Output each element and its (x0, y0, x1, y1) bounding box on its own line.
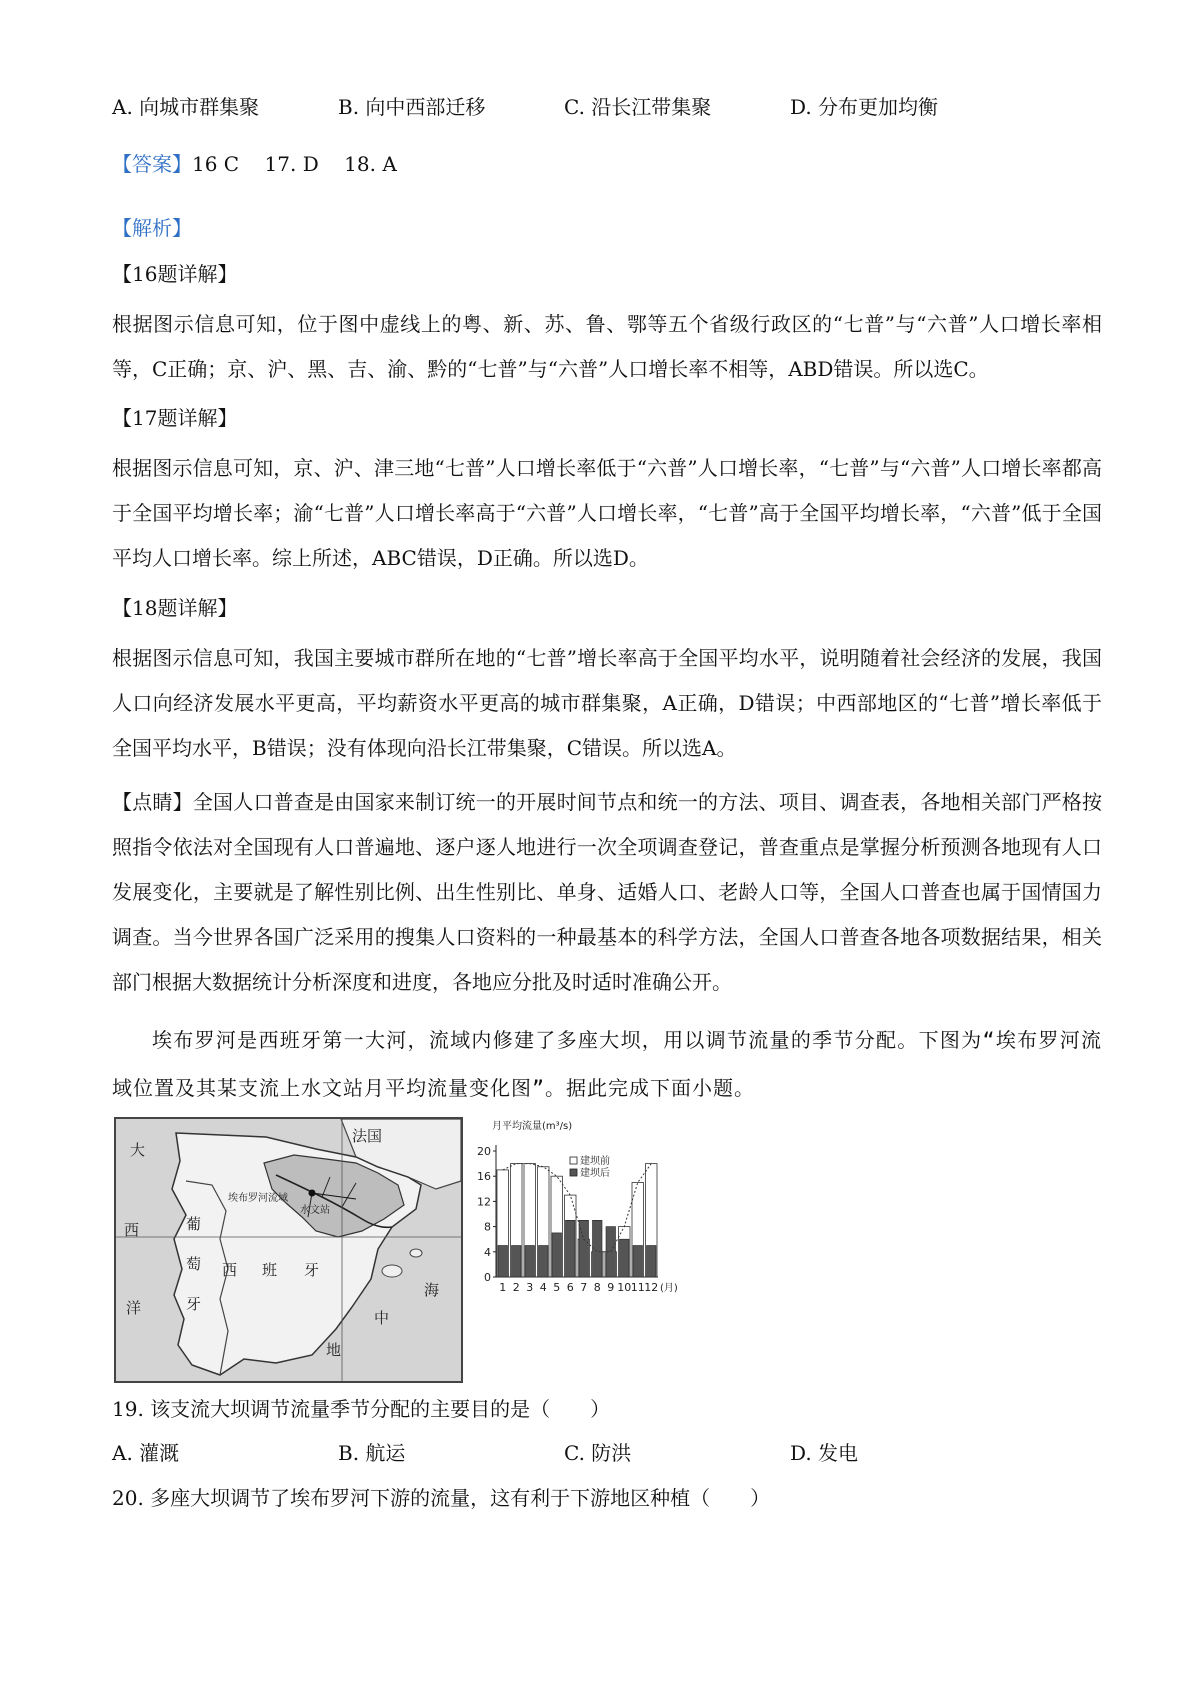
q18-option-d: D. 分布更加均衡 (790, 95, 939, 119)
y-tick-label: 16 (477, 1170, 491, 1184)
station-label: 水文站 (300, 1205, 330, 1216)
x-tick-label: 10 (617, 1281, 632, 1294)
spain-label-2: 班 (262, 1261, 278, 1279)
q19-option-a: A. 灌溉 (112, 1441, 180, 1465)
x-tick-label: 7 (580, 1281, 588, 1294)
x-tick-label: 4 (539, 1281, 547, 1294)
bar-after (525, 1246, 535, 1278)
flow-chart (462, 1117, 678, 1382)
q18-options (112, 92, 1102, 122)
bar-after (620, 1239, 630, 1277)
x-tick-label: 5 (553, 1281, 561, 1294)
ocean-label-2: 西 (124, 1221, 140, 1239)
x-tick-label: 2 (512, 1281, 520, 1294)
spain-label-3: 牙 (304, 1261, 320, 1279)
bar-after (633, 1246, 643, 1278)
material-text: 埃布罗河是西班牙第一大河，流域内修建了多座大坝，用以调节流量的季节分配。下图为“埃布罗河流域位置及其某支流上水文站月平均流量变化图”。据此完成下面小题。 (112, 1028, 1102, 1100)
map-graphic (116, 1119, 461, 1381)
analysis-tag: 【解析】 (112, 216, 192, 240)
q19-options (112, 1438, 1102, 1468)
y-tick-label: 4 (484, 1245, 491, 1259)
q19-stem: 19. 该支流大坝调节流量季节分配的主要目的是（ ） (112, 1397, 611, 1421)
x-tick-label: 12 (644, 1281, 659, 1294)
portugal-label-2: 萄 (186, 1255, 202, 1273)
q18-option-b: B. 向中西部迁移 (338, 95, 486, 119)
sea-label-3: 地 (326, 1341, 342, 1359)
q16-text: 根据图示信息可知，位于图中虚线上的粤、新、苏、鲁、鄂等五个省级行政区的“七普”与“六普”人口增长率相等，C正确；京、沪、黑、吉、渝、黔的“七普”与“六普”人口增长率不相等，ABD错误。所以选C。 (112, 312, 1102, 381)
q18-option-c: C. 沿长江带集聚 (564, 95, 712, 119)
q20-stem: 20. 多座大坝调节了埃布罗河下游的流量，这有利于下游地区种植（ ） (112, 1486, 771, 1510)
flow-chart-svg (462, 1117, 678, 1382)
q19-option-c: C. 防洪 (564, 1441, 632, 1465)
y-tick-label: 8 (484, 1220, 491, 1234)
spain-label-1: 西 (222, 1261, 238, 1279)
y-tick-label: 0 (484, 1271, 491, 1284)
figure (114, 1117, 678, 1382)
q16-title: 【16题详解】 (112, 262, 238, 286)
point-text: 全国人口普查是由国家来制订统一的开展时间节点和统一的方法、项目、调查表，各地相关部门严格按照指令依法对全国现有人口普遍地、逐户逐人地进行一次全项调查登记，普查重点是掌握分析预测各地现有人口发展变化，主要就是了解性别比例、出生性别比、单身、适婚人口、老龄人口等，全国人口普查也属于国情国力调查。当今世界各国广泛采用的搜集人口资料的一种最基本的科学方法，全国人口普查各地各项数据结果，相关部门根据大数据统计分析深度和进度，各地应分批及时适时准确公开。 (112, 790, 1103, 994)
legend-swatch-before (570, 1157, 577, 1164)
answer-line (112, 150, 1102, 178)
basin-label: 埃布罗河流域 (228, 1193, 288, 1204)
legend-swatch-after (570, 1169, 577, 1176)
x-tick-label: 6 (566, 1281, 574, 1294)
ocean-label-3: 洋 (126, 1299, 142, 1317)
point-tag: 【点睛】 (112, 790, 193, 814)
q18-option-a: A. 向城市群集聚 (112, 95, 260, 119)
x-tick-label: 8 (593, 1281, 601, 1294)
portugal-label-3: 牙 (186, 1295, 202, 1313)
answer-tag: 【答案】 (112, 152, 192, 176)
answer-text: 16 C 17. D 18. A (192, 152, 397, 176)
bar-after (552, 1233, 562, 1277)
q18-text: 根据图示信息可知，我国主要城市群所在地的“七普”增长率高于全国平均水平，说明随着社会经济的发展，我国人口向经济发展水平更高，平均薪资水平更高的城市群集聚，A正确，D错误；中西部地区的“七普”增长率低于全国平均水平，B错误；没有体现向沿长江带集聚，C错误。所以选A。 (112, 646, 1102, 760)
x-tick-label: 9 (607, 1281, 615, 1294)
q19-option-d: D. 发电 (790, 1441, 859, 1465)
chart-title: 月平均流量(m³/s) (492, 1121, 573, 1132)
ocean-label-1: 大 (130, 1141, 146, 1159)
q17-title: 【17题详解】 (112, 406, 238, 430)
france-label: 法国 (352, 1127, 383, 1145)
x-unit-label: (月) (660, 1283, 678, 1294)
x-tick-label: 1 (499, 1281, 507, 1294)
bar-after (647, 1246, 657, 1278)
point-paragraph (112, 780, 1102, 1005)
x-tick-label: 11 (630, 1281, 645, 1294)
portugal-label-1: 葡 (186, 1215, 202, 1233)
sea-label-1: 海 (424, 1281, 440, 1299)
q19-option-b: B. 航运 (338, 1441, 406, 1465)
sea-label-2: 中 (374, 1309, 390, 1327)
bar-after (498, 1246, 508, 1278)
x-tick-label: 3 (526, 1281, 534, 1294)
bar-after (539, 1246, 549, 1278)
bar-after (566, 1220, 576, 1277)
y-tick-label: 12 (477, 1195, 491, 1209)
q17-text: 根据图示信息可知，京、沪、津三地“七普”人口增长率低于“六普”人口增长率，“七普”与“六普”人口增长率都高于全国平均增长率；渝“七普”人口增长率高于“六普”人口增长率，“七普”高于全国平均增长率，“六普”低于全国平均人口增长率。综上所述，ABC错误，D正确。所以选D。 (112, 456, 1102, 570)
legend-label-after: 建坝后 (580, 1168, 610, 1179)
y-tick-label: 20 (477, 1145, 491, 1158)
bar-after (512, 1246, 522, 1278)
legend-label-before: 建坝前 (580, 1156, 610, 1167)
q18-title: 【18题详解】 (112, 596, 238, 620)
ebro-basin-map (114, 1117, 463, 1383)
